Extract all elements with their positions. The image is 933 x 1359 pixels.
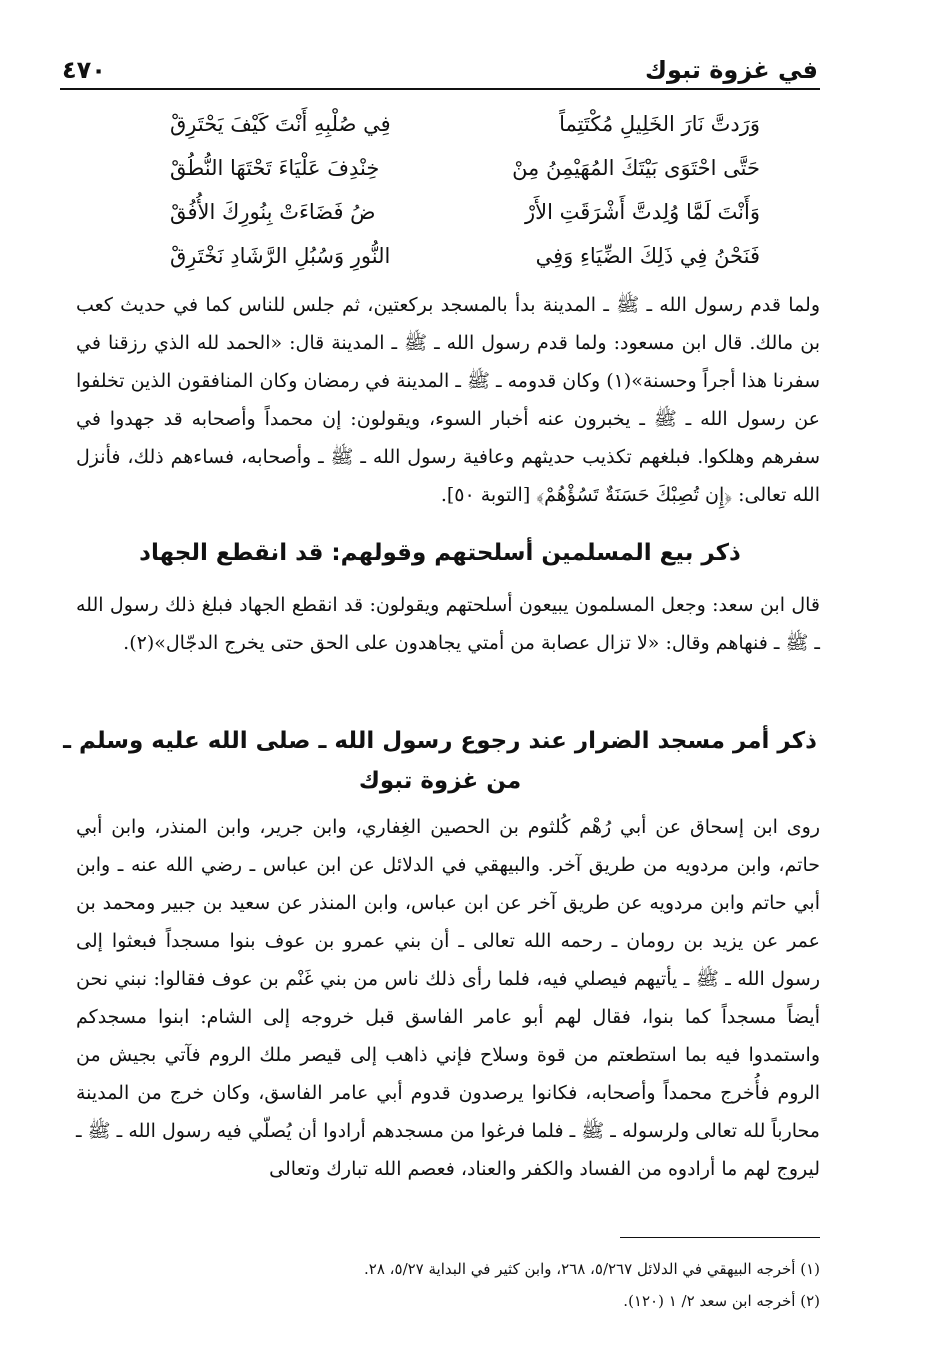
verse-first-hemistich: وَرَدتَّ نَارَ الخَلِيلِ مُكْتَتِماً <box>559 112 760 136</box>
verse <box>170 102 760 146</box>
verse-first-hemistich: فَنَحْنُ فِي ذَلِكَ الضِّيَاءِ وَفِي <box>535 244 760 268</box>
footnote-1: (١) أخرجه البيهقي في الدلائل ٥/٢٦٧، ٢٦٨، وابن كثير في البداية ٥/٢٧، ٢٨. <box>364 1260 820 1278</box>
section-heading-weapons: ذكر بيع المسلمين أسلحتهم وقولهم: قد انقطع الجهاد <box>139 540 741 566</box>
page-header <box>60 48 820 90</box>
footnote-divider <box>620 1237 820 1238</box>
footnote-2: (٢) أخرجه ابن سعد ٢/ ١ (١٢٠). <box>623 1292 820 1310</box>
poem <box>170 102 760 278</box>
verse <box>170 146 760 190</box>
running-title: في غزوة تبوك <box>645 56 818 84</box>
page-number: ٤٧٠ <box>62 56 106 84</box>
section-heading-dirar-line1: ذكر أمر مسجد الضرار عند رجوع رسول الله ـ صلى الله عليه وسلم ـ <box>63 728 817 754</box>
verse-second-hemistich: فِي صُلْبِهِ أَنْتَ كَيْفَ يَحْتَرِقْ <box>170 112 391 136</box>
verse-second-hemistich: النُّورِ وَسُبُلِ الرَّشَادِ نَخْتَرِقْ <box>170 244 391 268</box>
verse-first-hemistich: وَأَنْتَ لَمَّا وُلِدتَّ أَشْرَقَتِ الأَرْ <box>524 200 760 224</box>
paragraph-weapons: قال ابن سعد: وجعل المسلمون يبيعون أسلحتهم ويقولون: قد انقطع الجهاد فبلغ ذلك رسول الله ـ ﷺ ـ فنهاهم وقال: «لا تزال عصابة من أمتي يجاهدون على الحق حتى يخرج الدجّال»(٢). <box>76 594 820 654</box>
verse <box>170 234 760 278</box>
verse-second-hemistich: خِنْدِفَ عَلْيَاءَ تَحْتَهَا النُّطُقْ <box>170 156 380 180</box>
paragraph-arrival: ولما قدم رسول الله ـ ﷺ ـ المدينة بدأ بالمسجد بركعتين، ثم جلس للناس كما في حديث كعب بن مالك. قال ابن مسعود: ولما قدم رسول الله ـ ﷺ ـ المدينة قال: «الحمد لله الذي رزقنا في سفرنا هذا أجراً وحسنة»(١) وكان قدومه ـ ﷺ ـ المدينة في رمضان وكان المنافقون الذين تخلفوا عن رسول الله ـ ﷺ ـ يخبرون عنه أخبار السوء، ويقولون: إن محمداً وأصحابه قد جهدوا في سفرهم وهلكوا. فبلغهم تكذيب حديثهم وعافية رسول الله ـ ﷺ ـ وأصحابه، فساءهم ذلك، فأنزل الله تعالى: ﴿إِن تُصِبْكَ حَسَنَةٌ تَسُؤْهُمْ﴾ [التوبة ٥٠]. <box>76 294 820 506</box>
verse-first-hemistich: حَتَّى احْتَوَى بَيْتَكَ المُهَيْمِنُ مِنْ <box>512 156 760 180</box>
verse-second-hemistich: ضُ فَضَاءَتْ بِنُورِكَ الأُفُقْ <box>170 200 376 224</box>
verse <box>170 190 760 234</box>
paragraph-dirar: روى ابن إسحاق عن أبي رُهْم كُلثوم بن الحصين الغِفاري، وابن جرير، وابن المنذر، وابن أبي حاتم، وابن مردويه من طريق آخر. والبيهقي في الدلائل عن ابن عباس ـ رضي الله عنه ـ وابن أبي حاتم وابن مردويه عن طريق آخر عن ابن عباس، وابن المنذر عن سعيد بن جبير ومحمد بن عمر عن يزيد بن رومان ـ رحمه الله تعالى ـ أن بني عمرو بن عوف بنوا مسجداً فبعثوا إلى رسول الله ـ ﷺ ـ يأتيهم فيصلي فيه، فلما رأى ذلك ناس من بني غَنْم بن عوف فقالوا: نبني نحن أيضاً مسجداً كما بنوا، فقال لهم أبو عامر الفاسق قبل خروجه إلى الشام: ابنوا مسجدكم واستمدوا فيه بما استطعتم من قوة وسلاح فإني ذاهب إلى قيصر ملك الروم فآتي بجيش من الروم فأُخرج محمداً وأصحابه، فكانوا يرصدون قدوم أبي عامر الفاسق، وكان خرج من المدينة محارباً لله تعالى ولرسوله ـ ﷺ ـ فلما فرغوا من مسجدهم أرادوا أن يُصلّي فيه رسول الله ـ ﷺ ـ ليروج لهم ما أرادوه من الفساد والكفر والعناد، فعصم الله تبارك وتعالى <box>76 816 820 1180</box>
section-heading-dirar-line2: من غزوة تبوك <box>358 768 522 794</box>
